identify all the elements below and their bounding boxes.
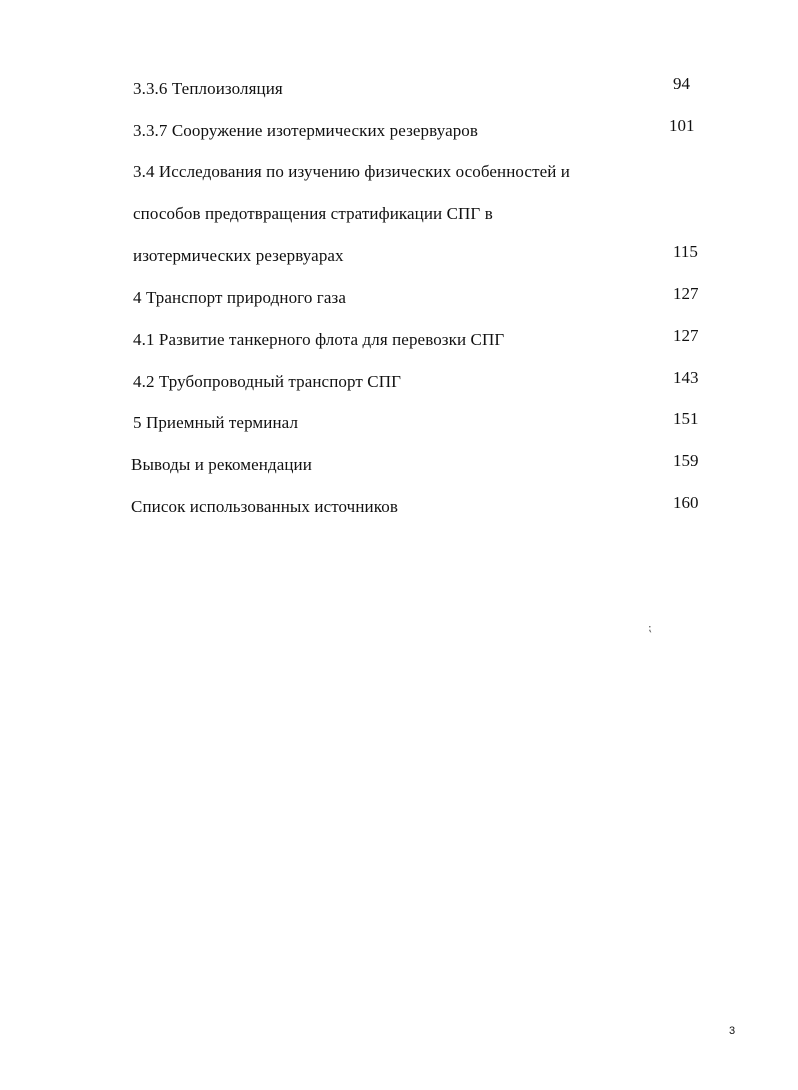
toc-entry-page: 143	[673, 368, 699, 387]
toc-entry-title: 3.3.6 Теплоизоляция	[133, 79, 283, 98]
toc-entry-page: 127	[673, 326, 699, 345]
scan-speck: ⁏	[648, 622, 652, 634]
page-number: 3	[729, 1025, 736, 1037]
toc-entry-title: Выводы и рекомендации	[131, 455, 312, 474]
toc-entry-page: 151	[673, 409, 699, 428]
toc-entry-page: 94	[673, 74, 690, 93]
toc-entry-title: 5 Приемный терминал	[133, 413, 299, 432]
toc-entry-title: 3.3.7 Сооружение изотермических резервуаров	[133, 121, 479, 140]
toc-entry-page: 159	[673, 451, 699, 470]
toc-entry-title: 4.2 Трубопроводный транспорт СПГ	[133, 372, 401, 391]
toc-entry-page: 160	[673, 493, 699, 512]
toc-entry-title: 4.1 Развитие танкерного флота для перевозки СПГ	[133, 330, 505, 349]
toc-entry-page: 115	[673, 242, 698, 261]
toc-entry-title-line: 3.4 Исследования по изучению физических особенностей и	[133, 162, 570, 181]
toc-entry-title: 4 Транспорт природного газа	[133, 288, 346, 307]
toc-entry-title-line: изотермических резервуарах	[133, 246, 344, 265]
toc-entry-title: Список использованных источников	[131, 497, 398, 516]
toc-entry-title-line: способов предотвращения стратификации СПГ в	[133, 204, 493, 223]
toc-entry-page: 127	[673, 284, 699, 303]
toc-entry-page: 101	[669, 116, 695, 135]
